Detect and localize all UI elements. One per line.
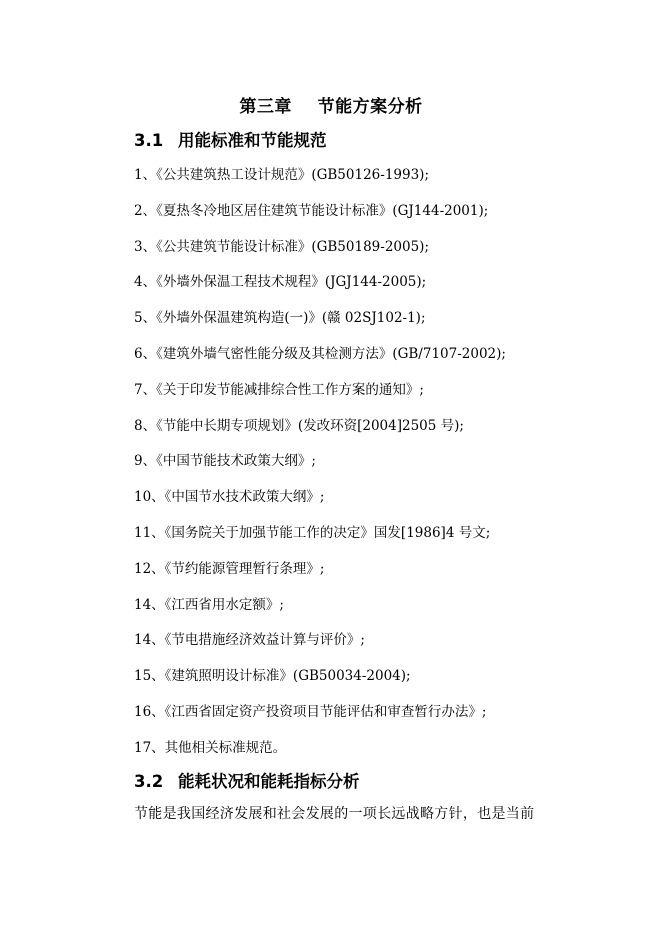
list-item: 16、《江西省固定资产投资项目节能评估和审查暂行办法》; bbox=[134, 703, 487, 720]
list-item: 1、《公共建筑热工设计规范》(GB50126-1993); bbox=[134, 167, 429, 183]
list-item: 4、《外墙外保温工程技术规程》(JGJ144-2005); bbox=[134, 274, 427, 291]
list-item: 9、《中国节能技术政策大纲》; bbox=[134, 453, 316, 470]
list-item: 10、《中国节水技术政策大纲》; bbox=[134, 489, 325, 506]
list-item: 12、《节约能源管理暂行条理》; bbox=[134, 560, 325, 577]
list-item: 8、《节能中长期专项规划》(发改环资[2004]2505 号); bbox=[134, 417, 464, 434]
list-item: 7、《关于印发节能减排综合性工作方案的通知》; bbox=[134, 381, 424, 398]
section-number: 3.1 bbox=[134, 131, 164, 150]
list-item: 2、《夏热冬冷地区居住建筑节能设计标准》(GJ144-2001); bbox=[134, 202, 489, 219]
section-heading-3-1 bbox=[134, 127, 327, 151]
list-item: 5、《外墙外保温建筑构造(一)》(赣 02SJ102-1); bbox=[134, 310, 426, 327]
standards-list bbox=[134, 165, 506, 774]
body-paragraph: 节能是我国经济发展和社会发展的一项长远战略方针，也是当前 bbox=[134, 806, 535, 822]
list-item: 14、《节电措施经济效益计算与评价》; bbox=[134, 632, 365, 649]
list-item: 6、《建筑外墙气密性能分级及其检测方法》(GB/7107-2002); bbox=[134, 345, 506, 362]
section-title: 能耗状况和能耗指标分析 bbox=[178, 772, 360, 791]
list-item: 14、《江西省用水定额》; bbox=[134, 596, 284, 613]
section-title: 用能标准和节能规范 bbox=[178, 131, 327, 150]
list-item: 3、《公共建筑节能设计标准》(GB50189-2005); bbox=[134, 238, 429, 255]
chapter-title: 第三章 节能方案分析 bbox=[239, 97, 423, 117]
list-item: 11、《国务院关于加强节能工作的决定》国发[1986]4 号文; bbox=[134, 524, 491, 541]
section-heading-3-2 bbox=[134, 768, 360, 792]
list-item: 17、其他相关标准规范。 bbox=[134, 739, 287, 756]
section-number: 3.2 bbox=[134, 772, 164, 791]
list-item: 15、《建筑照明设计标准》(GB50034-2004); bbox=[134, 668, 411, 685]
